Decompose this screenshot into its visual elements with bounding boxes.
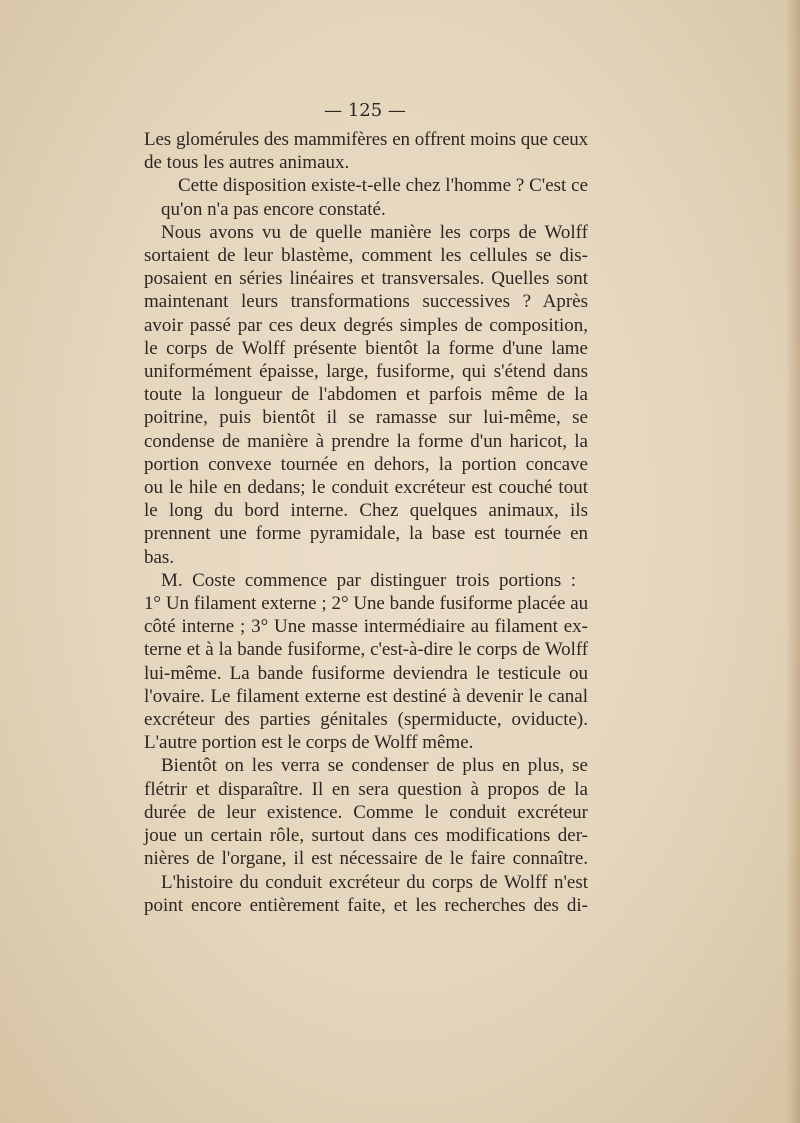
text-line: excréteur des parties génitales (spermiducte, oviducte).	[144, 709, 588, 731]
paragraph-6	[144, 871, 588, 917]
text-line: bas.	[144, 546, 175, 568]
text-line: l'ovaire. Le filament externe est destiné à devenir le canal	[144, 685, 588, 707]
text-line: M. Coste commence par distinguer trois portions :	[161, 569, 576, 591]
text-line: 1° Un filament externe ; 2° Une bande fusiforme placée au	[144, 593, 588, 615]
text-line: portion convexe tournée en dehors, la portion concave	[144, 453, 588, 475]
text-line: prennent une forme pyramidale, la base est tournée en	[144, 523, 588, 545]
text-line: avoir passé par ces deux degrés simples de composition,	[144, 314, 588, 336]
text-line: poitrine, puis bientôt il se ramasse sur lui-même, se	[144, 407, 588, 429]
text-line: Cette disposition existe-t-elle chez l'homme ? C'est ce	[178, 175, 588, 197]
text-line: de tous les autres animaux.	[144, 152, 350, 174]
text-line: ou le hile en dedans; le conduit excréteur est couché tout	[144, 477, 588, 499]
text-line: toute la longueur de l'abdomen et parfois même de la	[144, 384, 588, 406]
text-line: point encore entièrement faite, et les recherches des di-	[144, 894, 588, 916]
text-line: condense de manière à prendre la forme d'un haricot, la	[144, 430, 588, 452]
text-line: terne et à la bande fusiforme, c'est-à-dire le corps de Wolff	[144, 639, 588, 661]
body-text	[144, 128, 588, 917]
paragraph-1	[144, 128, 588, 174]
text-line: côté interne ; 3° Une masse intermédiaire au filament ex-	[144, 616, 588, 638]
text-line: qu'on n'a pas encore constaté.	[161, 198, 386, 220]
text-line: Bientôt on les verra se condenser de plus en plus, se	[161, 755, 588, 777]
text-line: L'autre portion est le corps de Wolff même.	[144, 732, 474, 754]
text-line: joue un certain rôle, surtout dans ces modifications der-	[144, 825, 588, 847]
text-line: uniformément épaisse, large, fusiforme, qui s'étend dans	[144, 361, 588, 383]
text-line: flétrir et disparaître. Il en sera question à propos de la	[144, 778, 588, 800]
page-number: — 125 —	[324, 100, 406, 121]
text-line: le long du bord interne. Chez quelques animaux, ils	[144, 500, 588, 522]
paragraph-3	[144, 221, 588, 569]
text-line: durée de leur existence. Comme le conduit excréteur	[144, 801, 588, 823]
text-line: L'histoire du conduit excréteur du corps de Wolff n'est	[161, 871, 588, 893]
text-line: nières de l'organe, il est nécessaire de le faire connaître.	[144, 848, 588, 870]
text-line: maintenant leurs transformations successives ? Après	[144, 291, 588, 313]
paragraph-2	[144, 174, 588, 220]
paragraph-5	[144, 754, 588, 870]
paragraph-4	[144, 569, 588, 755]
text-line: lui-même. La bande fusiforme deviendra le testicule ou	[144, 662, 588, 684]
text-line: Nous avons vu de quelle manière les corps de Wolff	[161, 221, 588, 243]
page-edge-shadow	[786, 0, 800, 1123]
text-line: posaient en séries linéaires et transversales. Quelles sont	[144, 268, 588, 290]
text-line: Les glomérules des mammifères en offrent moins que ceux	[144, 129, 588, 150]
text-line: le corps de Wolff présente bientôt la forme d'une lame	[144, 337, 588, 359]
text-line: sortaient de leur blastème, comment les cellules se dis-	[144, 245, 588, 267]
